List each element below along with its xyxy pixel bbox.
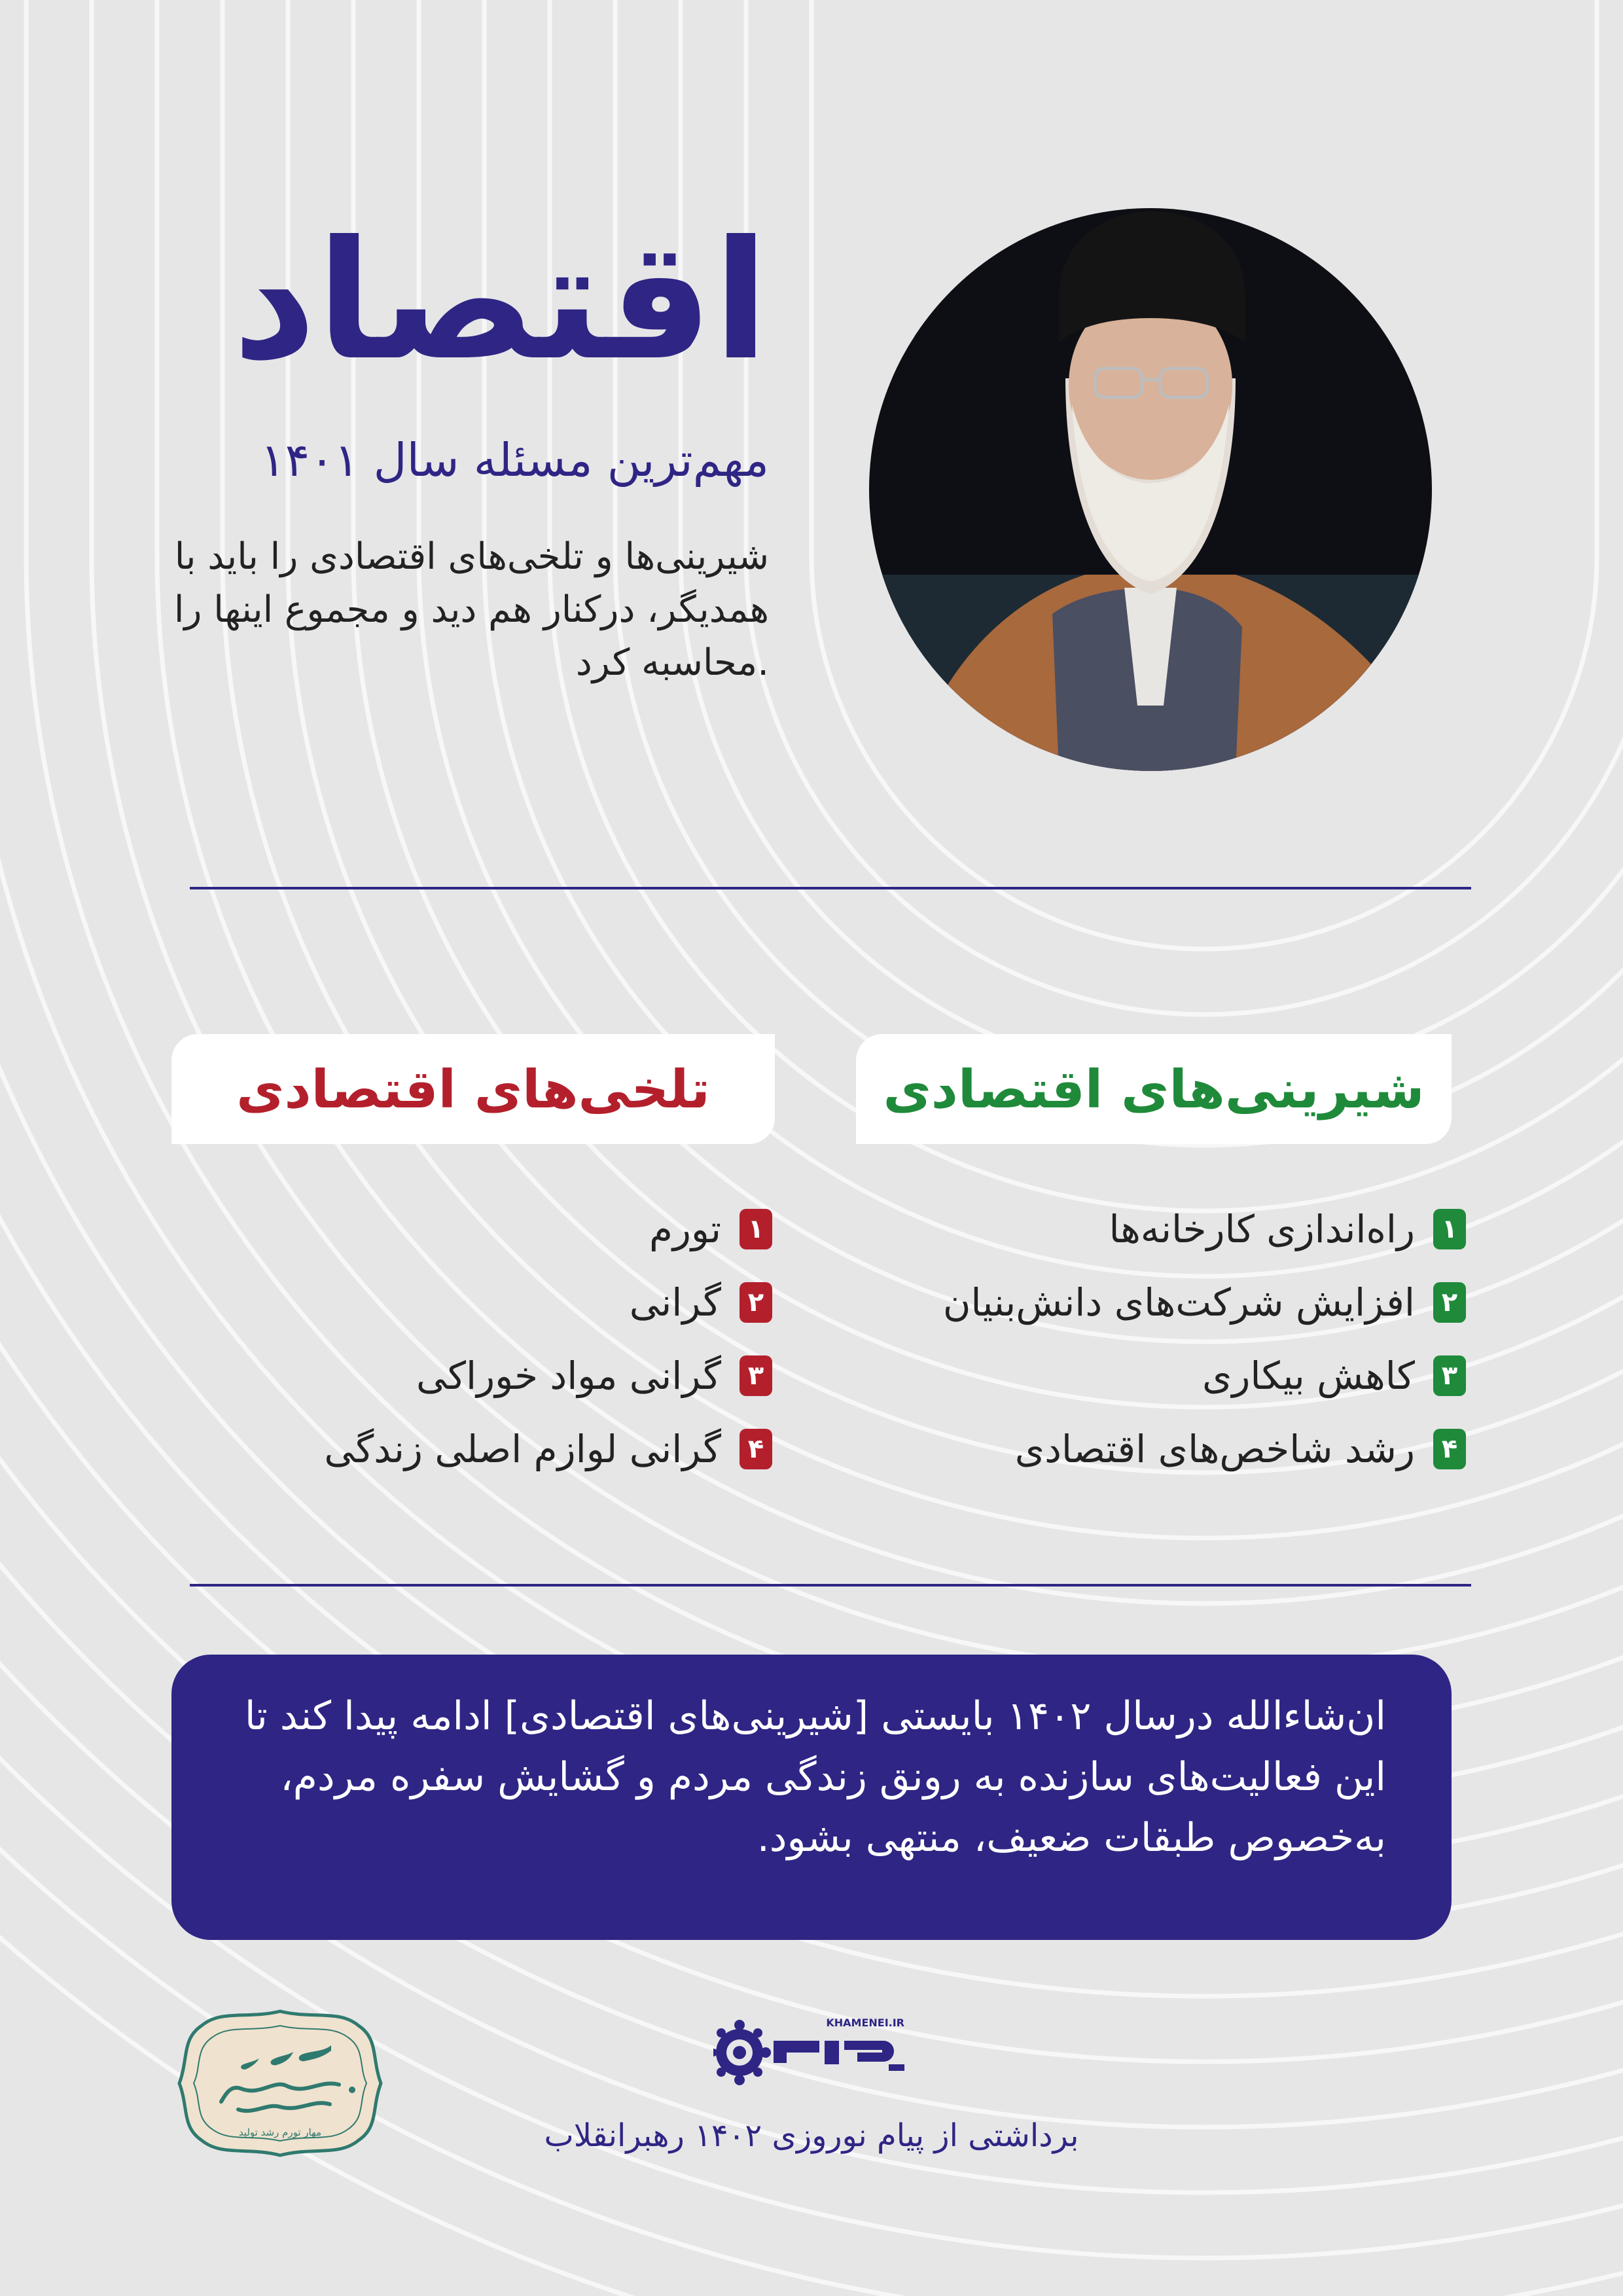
list-item	[812, 1412, 1466, 1486]
page-subtitle: مهم‌ترین مسئله سال ۱۴۰۱	[260, 433, 769, 487]
year-motto-seal	[175, 2006, 385, 2160]
item-text: رشد شاخص‌های اقتصادی	[1014, 1427, 1415, 1471]
divider-bottom	[190, 1584, 1471, 1587]
item-text: کاهش بیکاری	[1202, 1354, 1415, 1398]
bitter-list	[118, 1193, 772, 1486]
item-text: گرانی مواد خوراکی	[416, 1354, 721, 1398]
sweet-heading: شیرینی‌های اقتصادی	[856, 1034, 1452, 1144]
intro-paragraph: شیرینی‌ها و تلخی‌های اقتصادی را باید با همدیگر، درکنار هم دید و مجموع اینها را محاسبه کرد.	[173, 535, 769, 685]
list-item	[118, 1412, 772, 1486]
number-badge: ۲	[1433, 1282, 1466, 1323]
list-item	[812, 1339, 1466, 1412]
divider-top	[190, 887, 1471, 889]
item-text: گرانی لوازم اصلی زندگی	[324, 1427, 721, 1471]
list-item	[118, 1193, 772, 1266]
sweet-list	[812, 1193, 1466, 1486]
quote-box: ان‌شاءالله درسال ۱۴۰۲ بایستی [شیرینی‌های اقتصادی] ادامه پیدا کند تا این فعالیت‌های سازنده به رونق زندگی مردم و گشایش سفره مردم، به‌خصوص طبقات ضعیف، منتهی بشود.	[171, 1655, 1452, 1940]
list-item	[812, 1193, 1466, 1266]
item-text: گرانی	[629, 1280, 721, 1325]
number-badge: ۱	[740, 1209, 772, 1249]
number-badge: ۴	[1433, 1429, 1466, 1469]
item-text: راه‌اندازی کارخانه‌ها	[1109, 1207, 1415, 1251]
list-item	[118, 1339, 772, 1412]
item-text: افزایش شرکت‌های دانش‌بنیان	[942, 1280, 1415, 1325]
bitter-heading: تلخی‌های اقتصادی	[171, 1034, 775, 1144]
portrait-photo	[869, 208, 1432, 771]
list-item	[118, 1266, 772, 1339]
list-item	[812, 1266, 1466, 1339]
number-badge: ۱	[1433, 1209, 1466, 1249]
khamenei-ir-logo	[713, 2015, 910, 2087]
number-badge: ۳	[1433, 1355, 1466, 1396]
seal-caption: مهار تورم رشد تولید	[238, 2126, 322, 2138]
page-title: اقتصاد	[232, 206, 769, 396]
logo-latin-text: KHAMENEI.IR	[826, 2017, 904, 2029]
source-caption: برداشتی از پیام نوروزی ۱۴۰۲ رهبرانقلاب	[544, 2117, 1079, 2154]
number-badge: ۲	[740, 1282, 772, 1323]
item-text: تورم	[649, 1207, 721, 1251]
number-badge: ۴	[740, 1429, 772, 1469]
number-badge: ۳	[740, 1355, 772, 1396]
